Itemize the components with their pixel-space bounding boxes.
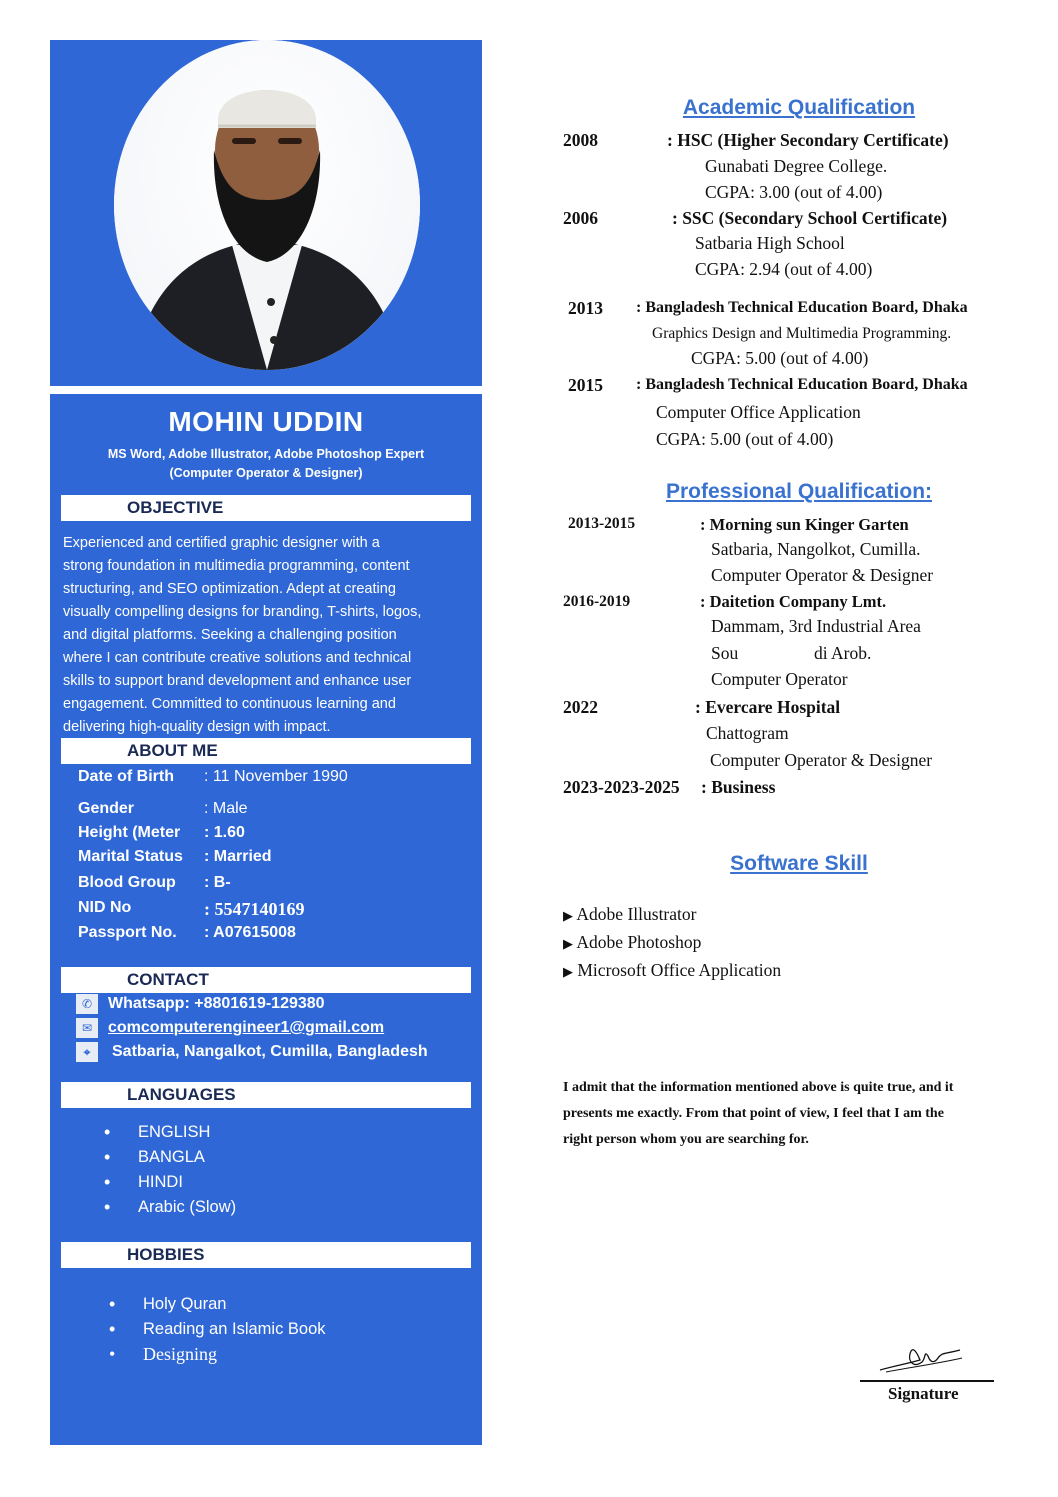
about-value: : 11 November 1990 [204, 768, 348, 785]
job-period: 2022 [563, 697, 598, 717]
academic-year: 2006 [563, 208, 598, 228]
academic-title: : SSC (Secondary School Certificate) [672, 208, 948, 228]
contact-address [76, 1042, 428, 1062]
job-employer: : Business [701, 777, 776, 797]
job-period: 2016-2019 [563, 593, 631, 610]
about-row-dob [78, 768, 348, 786]
job-location: Chattogram [706, 723, 789, 743]
academic-heading: Academic Qualification [682, 96, 916, 119]
language-item: • Arabic (Slow) [138, 1195, 236, 1220]
declaration-line: presents me exactly. From that point of view, I feel that I am the [563, 1106, 944, 1121]
signature-scribble [876, 1340, 966, 1378]
about-value: : A07615008 [204, 924, 296, 941]
hobby-item: • Designing [143, 1342, 326, 1367]
objective-line: strong foundation in multimedia programming, content [63, 558, 410, 574]
profile-photo [114, 40, 420, 370]
academic-result: CGPA: 2.94 (out of 4.00) [695, 259, 873, 279]
phone-icon: ✆ [76, 994, 98, 1014]
hobbies-list [143, 1292, 326, 1367]
skill-label: Adobe Photoshop [576, 932, 702, 952]
about-value: : Male [204, 800, 248, 817]
tagline-line-1: MS Word, Adobe Illustrator, Adobe Photoshop Expert [107, 447, 425, 461]
job-employer: : Evercare Hospital [695, 697, 841, 717]
about-row-nid [78, 899, 305, 920]
skill-label: Microsoft Office Application [577, 960, 782, 980]
hobby-item: • Holy Quran [143, 1292, 326, 1317]
academic-year: 2013 [568, 298, 603, 318]
about-row-passport [78, 924, 296, 942]
languages-heading: LANGUAGES [61, 1082, 471, 1108]
declaration-line: right person whom you are searching for. [563, 1132, 809, 1147]
job-role: Computer Operator & Designer [711, 565, 934, 585]
job-location-part: di Arob. [814, 643, 872, 663]
job-location-part: Sou [711, 643, 739, 663]
triangle-bullet-icon: ▶ [563, 965, 573, 980]
objective-line: and digital platforms. Seeking a challenging position [63, 627, 397, 643]
triangle-bullet-icon: ▶ [563, 909, 573, 924]
academic-title: : Bangladesh Technical Education Board, Dhaka [636, 376, 968, 393]
academic-result: CGPA: 5.00 (out of 4.00) [691, 348, 869, 368]
contact-whatsapp[interactable] [76, 994, 325, 1014]
location-icon: ⌖ [76, 1042, 98, 1062]
about-value: : B- [204, 874, 231, 891]
candidate-tagline [50, 445, 482, 483]
job-employer: : Morning sun Kinger Garten [700, 515, 909, 534]
skill-item [563, 960, 781, 981]
about-row-height [78, 824, 245, 842]
about-row-gender [78, 800, 248, 818]
language-item: • BANGLA [138, 1145, 236, 1170]
objective-line: visually compelling designs for branding, T-shirts, logos, [63, 604, 422, 620]
languages-list [138, 1120, 236, 1220]
envelope-icon: ✉ [76, 1018, 98, 1038]
about-key: Height (Meter [78, 824, 181, 841]
objective-heading: OBJECTIVE [61, 495, 471, 521]
declaration-line: I admit that the information mentioned above is quite true, and it [563, 1080, 954, 1095]
candidate-name: MOHIN UDDIN [168, 406, 364, 437]
professional-heading: Professional Qualification: [665, 480, 933, 503]
objective-line: Experienced and certified graphic designer with a [63, 535, 380, 551]
academic-institution: Computer Office Application [656, 402, 861, 422]
about-value: : Married [204, 848, 272, 865]
about-key: Marital Status [78, 848, 183, 865]
hobby-item: • Reading an Islamic Book [143, 1317, 326, 1342]
signature-line [860, 1380, 994, 1382]
about-key: Gender [78, 800, 135, 817]
signature-label: Signature [888, 1384, 959, 1403]
academic-institution: Satbaria High School [695, 233, 845, 253]
about-row-marital [78, 848, 272, 866]
skill-item [563, 932, 701, 953]
profile-photo-panel [50, 40, 482, 386]
tagline-line-2: (Computer Operator & Designer) [169, 466, 363, 480]
about-value: : 5547140169 [204, 899, 305, 919]
language-item: • ENGLISH [138, 1120, 236, 1145]
triangle-bullet-icon: ▶ [563, 937, 573, 952]
about-key: NID No [78, 899, 132, 916]
about-heading: ABOUT ME [61, 738, 471, 764]
about-key: Passport No. [78, 924, 177, 941]
about-key: Blood Group [78, 874, 176, 891]
software-heading: Software Skill [730, 852, 868, 875]
about-key: Date of Birth [78, 768, 174, 785]
academic-year: 2015 [568, 375, 603, 395]
job-role: Computer Operator & Designer [710, 750, 933, 770]
language-item: • HINDI [138, 1170, 236, 1195]
academic-title: : Bangladesh Technical Education Board, Dhaka [636, 299, 968, 316]
skill-label: Adobe Illustrator [576, 904, 697, 924]
job-period: 2013-2015 [568, 515, 636, 532]
job-period: 2023-2023-2025 [563, 777, 680, 797]
hobbies-heading: HOBBIES [61, 1242, 471, 1268]
whatsapp-text: Whatsapp: +8801619-129380 [108, 995, 325, 1012]
sidebar [50, 394, 482, 1445]
email-link[interactable]: comcomputerengineer1@gmail.com [108, 1019, 385, 1036]
job-location: Dammam, 3rd Industrial Area [711, 616, 921, 636]
objective-line: where I can contribute creative solutions and technical [63, 650, 412, 666]
academic-institution: Gunabati Degree College. [705, 156, 888, 176]
objective-line: skills to support brand development and enhance user [63, 673, 412, 689]
academic-result: CGPA: 3.00 (out of 4.00) [705, 182, 883, 202]
academic-result: CGPA: 5.00 (out of 4.00) [656, 429, 834, 449]
declaration-text [563, 1075, 1023, 1153]
academic-year: 2008 [563, 130, 598, 150]
about-row-blood [78, 874, 231, 892]
address-text: Satbaria, Nangalkot, Cumilla, Bangladesh [112, 1043, 428, 1060]
person-portrait-icon [114, 40, 420, 370]
objective-line: engagement. Committed to continuous learning and [63, 696, 396, 712]
job-employer: : Daitetion Company Lmt. [700, 592, 887, 611]
objective-text [63, 532, 473, 739]
contact-heading: CONTACT [61, 967, 471, 993]
job-role: Computer Operator [711, 669, 848, 689]
objective-line: structuring, and SEO optimization. Adept at creating [63, 581, 396, 597]
academic-title: : HSC (Higher Secondary Certificate) [667, 130, 949, 150]
contact-email[interactable] [76, 1018, 384, 1038]
academic-institution: Graphics Design and Multimedia Programming. [652, 325, 952, 342]
objective-line: delivering high-quality design with impact. [63, 719, 331, 735]
job-location: Satbaria, Nangolkot, Cumilla. [711, 539, 921, 559]
skill-item [563, 904, 696, 925]
about-value: : 1.60 [204, 824, 245, 841]
